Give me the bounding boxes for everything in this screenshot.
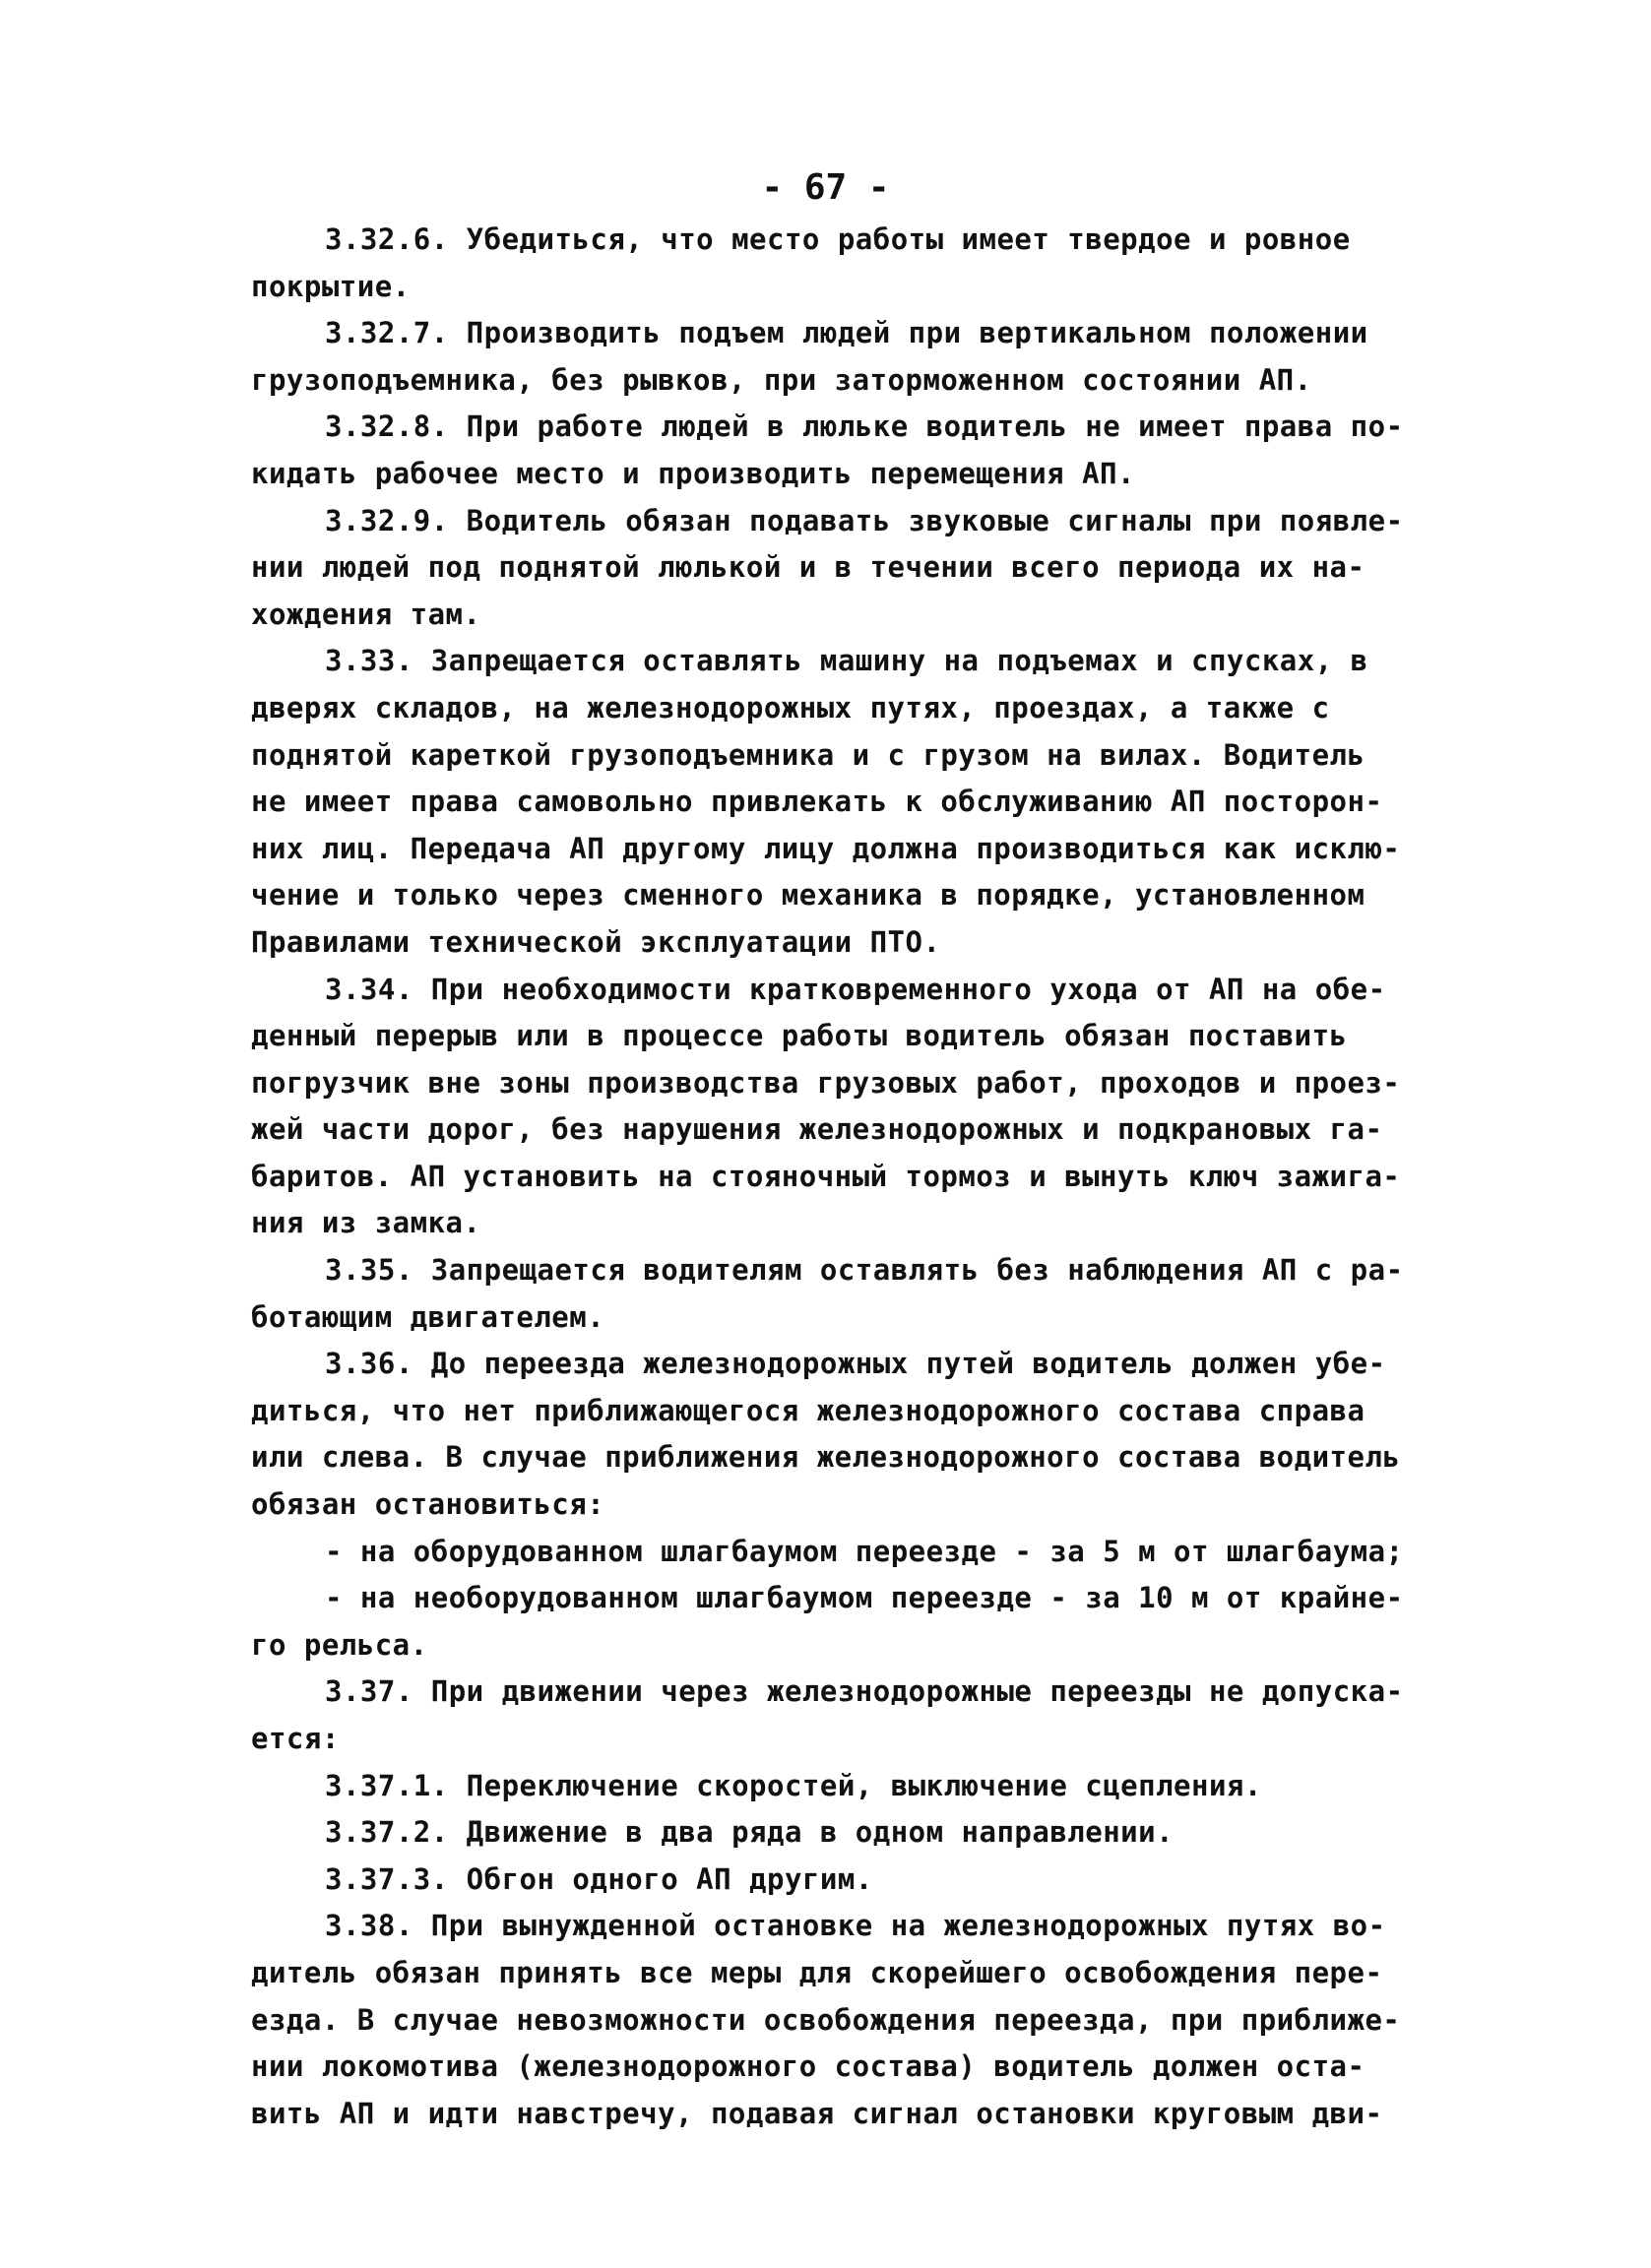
body-text: [251, 217, 1408, 2137]
text-line: - на оборудованном шлагбаумом переезде - за 5 м от шлагбаума;: [325, 1534, 1404, 1568]
text-line: ботающим двигателем.: [251, 1299, 605, 1334]
text-line: денный перерыв или в процессе работы водитель обязан поставить: [251, 1019, 1348, 1053]
text-line: 3.37. При движении через железнодорожные переезды не допуска-: [325, 1674, 1404, 1709]
text-line: нии локомотива (железнодорожного состава) водитель должен оста-: [251, 2049, 1365, 2084]
text-line: го рельса.: [251, 1627, 428, 1662]
text-line: или слева. В случае приближения железнодорожного состава водитель: [251, 1440, 1401, 1475]
text-line: баритов. АП установить на стояночный тормоз и вынуть ключ зажига-: [251, 1159, 1401, 1193]
text-line: дитель обязан принять все меры для скорейшего освобождения пере-: [251, 1955, 1383, 1989]
text-line: поднятой кареткой грузоподъемника и с грузом на вилах. Водитель: [251, 737, 1365, 772]
text-line: не имеет права самовольно привлекать к обслуживанию АП посторон-: [251, 785, 1383, 819]
text-line: 3.37.1. Переключение скоростей, выключение сцепления.: [325, 1768, 1262, 1802]
text-line: диться, что нет приближающегося железнодорожного состава справа: [251, 1393, 1365, 1427]
text-line: хождения там.: [251, 597, 481, 631]
text-line: езда. В случае невозможности освобождения переезда, при приближе-: [251, 2002, 1401, 2037]
text-line: ется:: [251, 1722, 340, 1755]
text-line: 3.33. Запрещается оставлять машину на подъемах и спусках, в: [325, 644, 1368, 678]
text-line: Правилами технической эксплуатации ПТО.: [251, 924, 941, 959]
page-number: - 67 -: [761, 167, 890, 208]
text-line: нии людей под поднятой люлькой и в течении всего периода их на-: [251, 550, 1365, 585]
text-line: грузоподъемника, без рывков, при заторможенном состоянии АП.: [251, 362, 1312, 397]
text-line: 3.32.9. Водитель обязан подавать звуковые сигналы при появле-: [325, 503, 1404, 537]
text-line: 3.35. Запрещается водителям оставлять без наблюдения АП с ра-: [325, 1253, 1404, 1288]
text-line: обязан остановиться:: [251, 1487, 605, 1522]
text-line: 3.32.8. При работе людей в люльке водитель не имеет права по-: [325, 410, 1404, 444]
text-line: погрузчик вне зоны производства грузовых работ, проходов и проез-: [251, 1065, 1401, 1100]
text-line: 3.32.6. Убедиться, что место работы имеет твердое и ровное: [325, 222, 1351, 256]
text-line: 3.36. До переезда железнодорожных путей водитель должен убе-: [325, 1347, 1386, 1381]
text-line: кидать рабочее место и производить перемещения АП.: [251, 456, 1135, 490]
text-line: них лиц. Передача АП другому лицу должна производиться как исклю-: [251, 831, 1401, 865]
text-line: жей части дорог, без нарушения железнодорожных и подкрановых га-: [251, 1112, 1383, 1147]
text-line: 3.37.2. Движение в два ряда в одном направлении.: [325, 1815, 1175, 1850]
text-line: 3.34. При необходимости кратковременного ухода от АП на обе-: [325, 972, 1386, 1006]
text-line: вить АП и идти навстречу, подавая сигнал остановки круговым дви-: [251, 2096, 1383, 2130]
text-line: чение и только через сменного механика в порядке, установленном: [251, 878, 1365, 913]
text-line: дверях складов, на железнодорожных путях, проездах, а также с: [251, 690, 1330, 724]
text-line: 3.32.7. Производить подъем людей при вертикальном положении: [325, 316, 1368, 350]
text-line: - на необорудованном шлагбаумом переезде - за 10 м от крайне-: [325, 1581, 1404, 1615]
text-line: 3.38. При вынужденной остановке на железнодорожных путях во-: [325, 1909, 1386, 1943]
text-line: 3.37.3. Обгон одного АП другим.: [325, 1861, 873, 1896]
text-line: ния из замка.: [251, 1206, 481, 1240]
text-line: покрытие.: [251, 269, 411, 303]
